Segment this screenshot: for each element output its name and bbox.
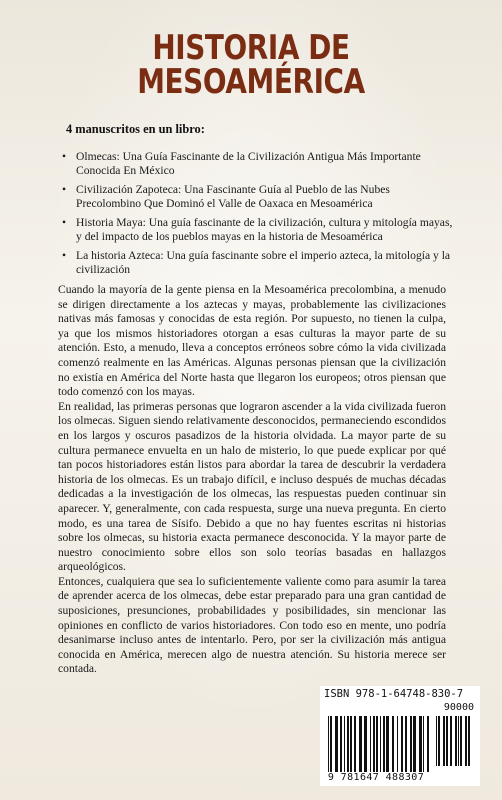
manuscript-item-text: Historia Maya: Una guía fascinante de la civilización, cultura y mitología mayas, y del impacto de los pueblos mayas en la historia de Mesoamérica (76, 216, 453, 243)
barcode-digits: 9 781647 488307 (327, 772, 425, 783)
bullet-icon: • (62, 183, 67, 196)
description-body (58, 283, 446, 677)
description-paragraph: Cuando la mayoría de la gente piensa en la Mesoamérica precolombina, a menudo se dirigen directamente a los aztecas y mayas, probablemente las civilizaciones nativas más famosas y conocidas de esta región. Por supuesto, no tienen la culpa, ya que los mismos historiadores otorgan a esas culturas la mayor parte de su atención. Esto, a menudo, lleva a conceptos erróneos sobre cómo la vida civilizada comenzó realmente en las Américas. Algunas personas piensan que la civilización no existía en América del Norte hasta que llegaron los europeos; otros piensan que todo comenzó con los mayas. (58, 283, 446, 399)
book-title-line-1: HISTORIA DE (152, 28, 350, 68)
description-paragraph: Entonces, cualquiera que sea lo suficientemente valiente como para asumir la tarea de aprender acerca de los olmecas, debe estar preparado para una gran cantidad de suposiciones, presunciones, probabilidades y posibilidades, sin mencionar las opiniones en conflicto de varios historiadores. Con todo eso en mente, uno podría desanimarse incluso antes de intentarlo. Pero, por ser la civilización más antigua conocida en América, merecen algo de nuestra atención. Su historia merece ser contada. (58, 574, 446, 676)
manuscript-item (54, 249, 454, 277)
manuscript-item-text: Civilización Zapoteca: Una Fascinante Guía al Pueblo de las Nubes Precolombino Que Dominó el Valle de Oaxaca en Mesoamérica (76, 183, 390, 210)
isbn-number: ISBN 978-1-64748-830-7 (324, 688, 464, 700)
isbn-barcode (320, 686, 480, 786)
bullet-icon: • (62, 216, 67, 229)
manuscript-item (54, 216, 454, 244)
bullet-icon: • (62, 150, 67, 163)
manuscript-list (54, 150, 454, 282)
manuscript-item (54, 150, 454, 178)
book-title-line-2: MESOAMÉRICA (137, 62, 365, 102)
barcode-addon-number: 90000 (443, 702, 474, 713)
bullet-icon: • (62, 249, 67, 262)
manuscript-item-text: La historia Azteca: Una guía fascinante sobre el imperio azteca, la mitología y la civilización (76, 249, 451, 276)
manuscripts-intro: 4 manuscritos en un libro: (66, 122, 205, 136)
barcode-addon-bars (436, 716, 474, 766)
manuscript-item-text: Olmecas: Una Guía Fascinante de la Civilización Antigua Más Importante Conocida En México (76, 150, 421, 177)
manuscript-item (54, 183, 454, 211)
barcode-bars (328, 716, 432, 772)
description-paragraph: En realidad, las primeras personas que lograron ascender a la vida civilizada fueron los olmecas. Siguen siendo relativamente desconocidos, permaneciendo escondidos en los largos y oscuros pasadizos de la historia olvidada. La mayor parte de su cultura permanece envuelta en un halo de misterio, lo que puede explicar por qué tan pocos historiadores están listos para abordar la tarea de descubrir la verdadera historia de los olmecas. Es un trabajo difícil, e incluso después de muchas décadas dedicadas a la investigación de los olmecas, las respuestas pueden continuar sin aparecer. Y, generalmente, con cada respuesta, surge una nueva pregunta. En cierto modo, es una tarea de Sísifo. Debido a que no hay fuentes escritas ni historias sobre los olmecas, su historia exacta permanece desconocida. Y la mayor parte de nuestro conocimiento sobre ellos son solo teorías basadas en hallazgos arqueológicos. (58, 399, 446, 574)
